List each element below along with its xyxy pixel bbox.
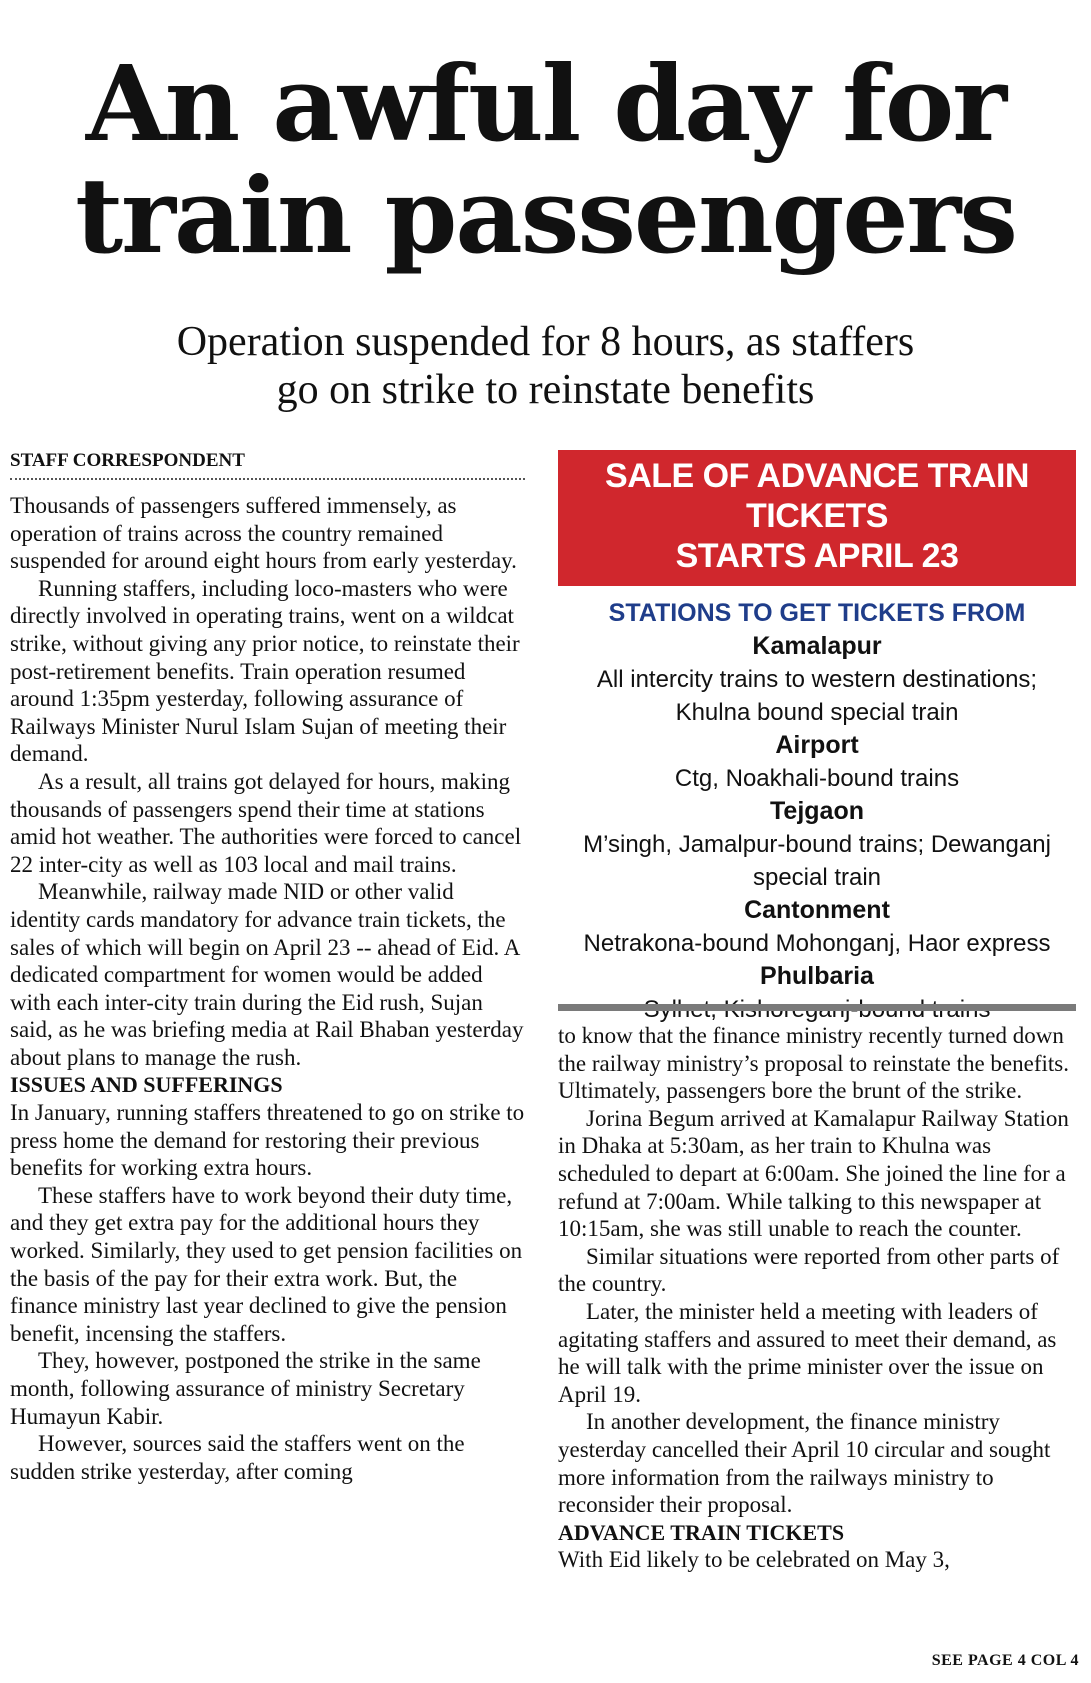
paragraph: As a result, all trains got delayed for hours, making thousands of passengers spend their time at stations amid hot weather. The authorities were forced to cancel 22 inter-city as well as 103 local and mail trains. <box>10 768 522 877</box>
station-desc: M’singh, Jamalpur-bound trains; Dewanganj special train <box>583 831 1051 891</box>
box-banner-line-1: SALE OF ADVANCE TRAIN TICKETS <box>605 457 1029 535</box>
deck-line-2: go on strike to reinstate benefits <box>276 367 815 413</box>
box-heading: STATIONS TO GET TICKETS FROM <box>608 599 1026 627</box>
station-list <box>558 630 1076 1026</box>
paragraph: to know that the finance ministry recently turned down the railway ministry’s proposal to reinstate the benefits. Ultimately, passengers bore the brunt of the strike. <box>558 1023 1069 1104</box>
paragraph: In January, running staffers threatened to go on strike to press home the demand for restoring their previous benefits for working extra hours. <box>10 1100 525 1181</box>
headline-line-2: train passengers <box>75 154 1016 277</box>
ticket-info-box <box>558 450 1076 1026</box>
right-column <box>558 1022 1078 1574</box>
box-banner <box>558 450 1076 586</box>
paragraph: Running staffers, including loco-masters who were directly involved in operating trains, went on a wildcat strike, without giving any prior notice, to reinstate their post-retirement benefits. Train operation resumed around 1:35pm yesterday, following assurance of Railways Minister Nurul Islam Sujan of meeting their demand. <box>10 575 520 767</box>
headline-line-1: An awful day for <box>85 42 1006 165</box>
paragraph: They, however, postponed the strike in the same month, following assurance of ministry Secretary Humayun Kabir. <box>10 1348 481 1429</box>
paragraph: These staffers have to work beyond their duty time, and they get extra pay for the additional hours they worked. Similarly, they used to get pension facilities on the basis of the pay for their extra work. But, the finance ministry last year declined to give the pension benefit, incensing the staffers. <box>10 1182 523 1346</box>
jump-line: SEE PAGE 4 COL 4 <box>931 1652 1079 1669</box>
station-name: Cantonment <box>744 896 890 924</box>
left-column-body <box>10 492 525 1485</box>
box-body <box>558 586 1076 1026</box>
paragraph: Similar situations were reported from other parts of the country. <box>558 1243 1060 1297</box>
station-desc: Netrakona-bound Mohonganj, Haor express <box>583 930 1051 957</box>
station-name: Airport <box>775 731 859 759</box>
paragraph: Jorina Begum arrived at Kamalapur Railway Station in Dhaka at 5:30am, as her train to Khulna was scheduled to depart at 6:00am. She joined the line for a refund at 7:00am. While talking to this newspaper at 10:15am, she was still unable to reach the counter. <box>558 1105 1069 1242</box>
byline: STAFF CORRESPONDENT <box>10 450 525 480</box>
paragraph: However, sources said the staffers went on the sudden strike yesterday, after coming <box>10 1431 465 1484</box>
paragraph: With Eid likely to be celebrated on May 3, <box>558 1547 950 1573</box>
left-column <box>10 450 525 1485</box>
paragraph: Later, the minister held a meeting with leaders of agitating staffers and assured to meet their demand, as he will talk with the prime minister over the issue on April 19. <box>558 1298 1057 1407</box>
station-desc: All intercity trains to western destinations; Khulna bound special train <box>596 666 1038 726</box>
paragraph: Meanwhile, railway made NID or other valid identity cards mandatory for advance train tickets, the sales of which will begin on April 23 -- ahead of Eid. A dedicated compartment for women would be added with each inter-city train during the Eid rush, Sujan said, as he was briefing media at Rail Bhaban yesterday about plans to manage the rush. <box>10 879 524 1070</box>
station-name: Kamalapur <box>752 632 882 660</box>
deck-line-1: Operation suspended for 8 hours, as staffers <box>176 319 915 365</box>
right-column-body <box>558 1022 1078 1574</box>
headline <box>0 42 1091 277</box>
deck <box>0 318 1091 414</box>
paragraph: In another development, the finance ministry yesterday cancelled their April 10 circular and sought more information from the railways ministry to reconsider their proposal. <box>558 1409 1051 1518</box>
box-banner-line-2: STARTS APRIL 23 <box>675 537 959 575</box>
station-name: Phulbaria <box>760 962 874 990</box>
paragraph: Thousands of passengers suffered immensely, as operation of trains across the country remained suspended for around eight hours from early yesterday. <box>10 493 517 574</box>
station-name: Tejgaon <box>770 797 864 825</box>
subhead: ADVANCE TRAIN TICKETS <box>558 1519 845 1545</box>
box-rule <box>558 1004 1076 1011</box>
subhead: ISSUES AND SUFFERINGS <box>10 1072 283 1098</box>
station-desc: Ctg, Noakhali-bound trains <box>674 765 960 792</box>
